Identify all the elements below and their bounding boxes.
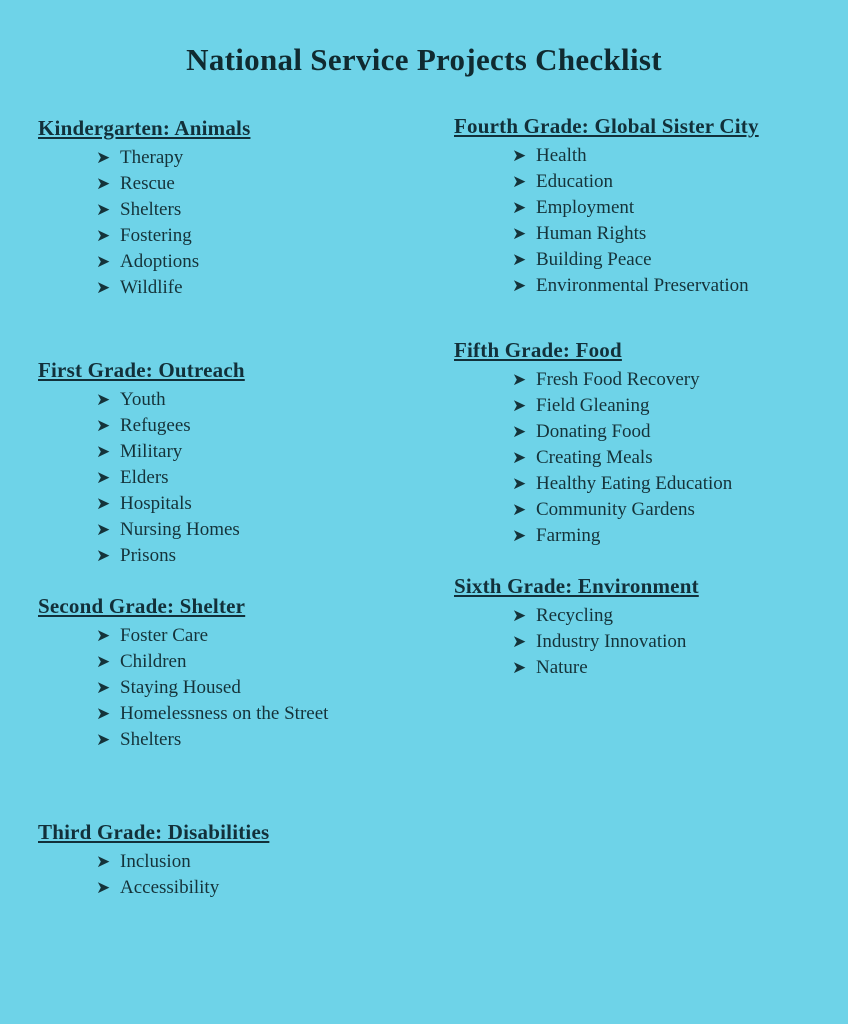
arrow-bullet-icon: ➤ [512,658,527,677]
list-item[interactable] [96,413,440,438]
arrow-bullet-icon: ➤ [512,224,527,243]
arrow-bullet-icon: ➤ [512,276,527,295]
spacer [30,574,440,594]
list-item[interactable] [96,491,440,516]
list-item[interactable] [512,247,848,272]
list-item[interactable] [512,603,848,628]
list-item-label: Fresh Food Recovery [536,369,700,390]
section-heading: Sixth Grade: Environment [454,574,699,598]
section-kindergarten-animals [30,116,440,300]
arrow-bullet-icon: ➤ [96,652,111,671]
list-item-label: Youth [120,389,166,410]
list-item[interactable] [96,171,440,196]
arrow-bullet-icon: ➤ [512,172,527,191]
list-item-label: Employment [536,197,635,218]
arrow-bullet-icon: ➤ [96,200,111,219]
list-item[interactable] [96,875,440,900]
list-item[interactable] [96,223,440,248]
list-item-label: Staying Housed [120,677,241,698]
list-item[interactable] [96,849,440,874]
section-items [446,603,848,680]
arrow-bullet-icon: ➤ [96,626,111,645]
section-first-grade-outreach [30,358,440,568]
section-heading: First Grade: Outreach [38,358,245,382]
section-fifth-grade-food [446,338,848,548]
list-item-label: Adoptions [120,251,200,272]
arrow-bullet-icon: ➤ [512,422,527,441]
list-item-label: Accessibility [120,877,220,898]
list-item[interactable] [96,439,440,464]
list-item[interactable] [96,649,440,674]
list-item[interactable] [512,419,848,444]
arrow-bullet-icon: ➤ [512,606,527,625]
list-item-label: Environmental Preservation [536,275,749,296]
list-item-label: Shelters [120,729,182,750]
arrow-bullet-icon: ➤ [96,704,111,723]
list-item[interactable] [512,367,848,392]
section-items [30,849,440,900]
list-item-label: Homelessness on the Street [120,703,329,724]
list-item-label: Fostering [120,225,192,246]
list-item-label: Military [120,441,183,462]
list-item-label: Refugees [120,415,191,436]
list-item[interactable] [96,145,440,170]
page-title: National Service Projects Checklist [186,42,662,77]
list-item-label: Inclusion [120,851,191,872]
list-item[interactable] [96,727,440,752]
arrow-bullet-icon: ➤ [512,370,527,389]
spacer [446,554,848,574]
section-items [30,387,440,568]
list-item-label: Building Peace [536,249,652,270]
arrow-bullet-icon: ➤ [512,526,527,545]
section-items [446,367,848,548]
section-heading: Fourth Grade: Global Sister City [454,114,759,138]
section-third-grade-disabilities [30,820,440,900]
list-item-label: Foster Care [120,625,209,646]
section-heading: Kindergarten: Animals [38,116,251,140]
list-item[interactable] [96,623,440,648]
arrow-bullet-icon: ➤ [96,174,111,193]
arrow-bullet-icon: ➤ [96,416,111,435]
list-item-label: Nursing Homes [120,519,240,540]
list-item[interactable] [96,197,440,222]
list-item[interactable] [96,465,440,490]
arrow-bullet-icon: ➤ [96,442,111,461]
arrow-bullet-icon: ➤ [96,852,111,871]
list-item-label: Field Gleaning [536,395,650,416]
list-item-label: Elders [120,467,169,488]
list-item[interactable] [96,249,440,274]
spacer [30,758,440,820]
list-item-label: Prisons [120,545,176,566]
section-sixth-grade-environment [446,574,848,680]
arrow-bullet-icon: ➤ [96,252,111,271]
list-item[interactable] [512,629,848,654]
list-item-label: Health [536,145,587,166]
list-item[interactable] [512,655,848,680]
arrow-bullet-icon: ➤ [512,474,527,493]
section-heading: Fifth Grade: Food [454,338,622,362]
left-column [0,116,440,906]
list-item-label: Hospitals [120,493,192,514]
list-item[interactable] [96,701,440,726]
list-item[interactable] [512,273,848,298]
arrow-bullet-icon: ➤ [512,146,527,165]
list-item-label: Industry Innovation [536,631,687,652]
list-item-label: Wildlife [120,277,183,298]
arrow-bullet-icon: ➤ [96,468,111,487]
list-item-label: Therapy [120,147,184,168]
arrow-bullet-icon: ➤ [512,448,527,467]
section-heading: Second Grade: Shelter [38,594,246,618]
list-item-label: Healthy Eating Education [536,473,733,494]
arrow-bullet-icon: ➤ [512,500,527,519]
arrow-bullet-icon: ➤ [96,226,111,245]
spacer [30,306,440,358]
arrow-bullet-icon: ➤ [96,148,111,167]
list-item-label: Human Rights [536,223,647,244]
arrow-bullet-icon: ➤ [96,678,111,697]
arrow-bullet-icon: ➤ [512,198,527,217]
section-fourth-grade-global-sister-city [446,114,848,298]
arrow-bullet-icon: ➤ [512,396,527,415]
arrow-bullet-icon: ➤ [96,520,111,539]
section-items [30,145,440,300]
list-item-label: Nature [536,657,588,678]
list-item[interactable] [96,543,440,568]
list-item-label: Community Gardens [536,499,695,520]
arrow-bullet-icon: ➤ [512,250,527,269]
arrow-bullet-icon: ➤ [96,730,111,749]
list-item[interactable] [512,445,848,470]
list-item[interactable] [512,143,848,168]
section-heading: Third Grade: Disabilities [38,820,270,844]
arrow-bullet-icon: ➤ [96,494,111,513]
list-item-label: Recycling [536,605,614,626]
list-item[interactable] [512,221,848,246]
list-item[interactable] [96,387,440,412]
list-item-label: Farming [536,525,601,546]
list-item[interactable] [512,393,848,418]
arrow-bullet-icon: ➤ [96,878,111,897]
list-item[interactable] [512,195,848,220]
list-item[interactable] [512,497,848,522]
section-items [446,143,848,298]
right-column [440,116,848,906]
section-items [30,623,440,752]
section-second-grade-shelter [30,594,440,752]
list-item-label: Donating Food [536,421,651,442]
list-item[interactable] [96,517,440,542]
arrow-bullet-icon: ➤ [96,546,111,565]
list-item-label: Children [120,651,187,672]
checklist-columns [0,78,848,906]
list-item[interactable] [96,675,440,700]
arrow-bullet-icon: ➤ [96,390,111,409]
spacer [446,304,848,338]
list-item-label: Rescue [120,173,175,194]
arrow-bullet-icon: ➤ [512,632,527,651]
list-item[interactable] [512,471,848,496]
list-item[interactable] [512,523,848,548]
arrow-bullet-icon: ➤ [96,278,111,297]
list-item-label: Education [536,171,614,192]
list-item[interactable] [512,169,848,194]
list-item-label: Creating Meals [536,447,653,468]
list-item-label: Shelters [120,199,182,220]
list-item[interactable] [96,275,440,300]
